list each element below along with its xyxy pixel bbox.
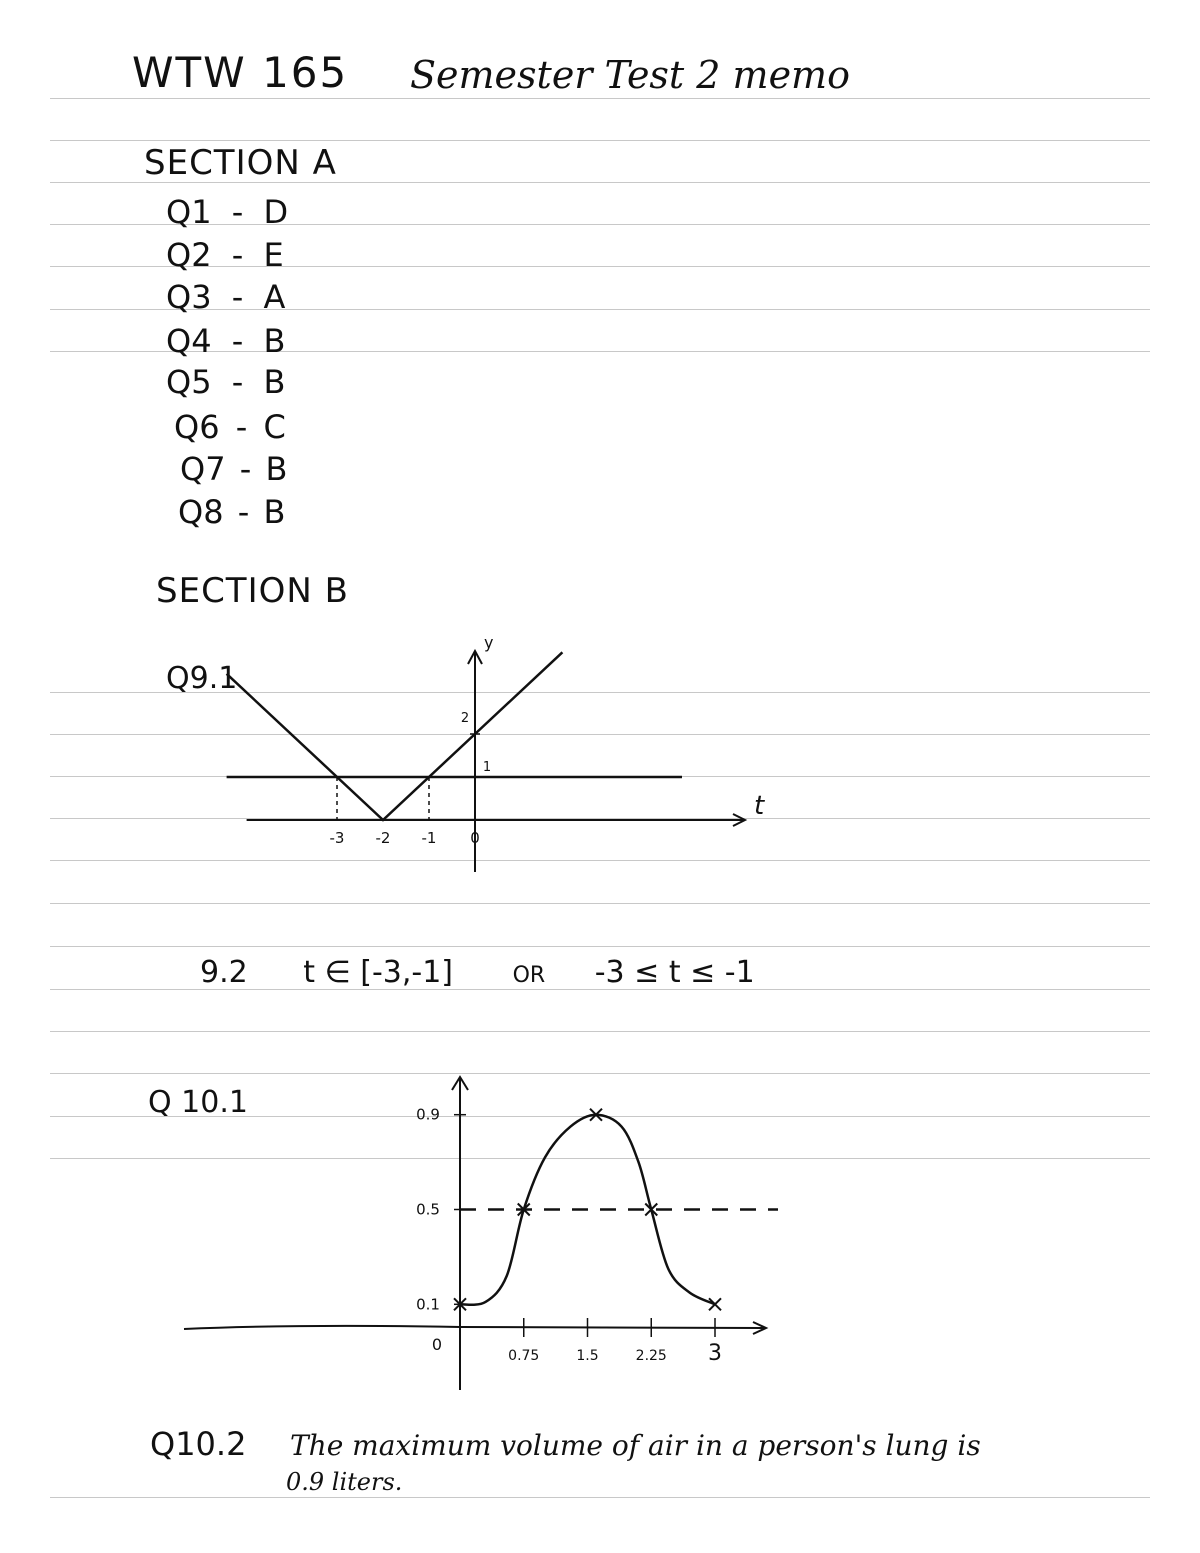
q9-2-inequality: -3 ≤ t ≤ -1 <box>594 955 755 990</box>
x-axis-label: t <box>754 791 765 821</box>
answer-letter: B <box>263 322 286 360</box>
question-number: Q3 <box>166 278 212 316</box>
x-tick-label: 0 <box>470 829 480 847</box>
q9-2-label: 9.2 <box>200 955 248 990</box>
x-tick-label: 2.25 <box>635 1348 667 1364</box>
origin-label: 0 <box>431 1335 443 1354</box>
q10-1-label: Q 10.1 <box>148 1085 248 1120</box>
x-tick-label: 3 <box>708 1341 722 1366</box>
q10-2-line-1: The maximum volume of air in a person's lung is <box>290 1429 981 1462</box>
answer-letter: B <box>263 363 286 401</box>
question-number: Q1 <box>166 193 212 231</box>
data-point-mark <box>709 1298 721 1310</box>
y-tick-label: 2 <box>460 711 470 726</box>
y-tick-label: 1 <box>482 760 492 775</box>
q9-1-label: Q9.1 <box>166 661 238 696</box>
x-tick-label: 1.5 <box>576 1348 599 1364</box>
question-number: Q7 <box>180 450 226 488</box>
answer-letter: E <box>263 236 284 274</box>
answer-separator: - <box>235 408 248 446</box>
question-number: Q5 <box>166 363 212 401</box>
answer-separator: - <box>231 322 244 360</box>
q9-2-interval: t ∈ [-3,-1] <box>303 955 454 990</box>
answer-separator: - <box>239 450 252 488</box>
y-tick-label: 0.1 <box>416 1295 440 1314</box>
question-number: Q6 <box>174 408 220 446</box>
page-title: Semester Test 2 memo <box>410 53 850 97</box>
x-tick-label: -2 <box>375 829 391 847</box>
answer-separator: - <box>231 236 244 274</box>
q10-2-line-2: 0.9 liters. <box>286 1468 403 1496</box>
section-a-heading: SECTION A <box>144 143 337 183</box>
answer-letter: B <box>265 450 288 488</box>
answer-letter: C <box>263 408 286 446</box>
section-b-heading: SECTION B <box>156 571 349 611</box>
answer-letter: A <box>263 278 286 316</box>
q9-2-or: OR <box>512 963 546 988</box>
answer-letter: D <box>263 193 289 231</box>
y-tick-label: 0.9 <box>416 1105 440 1124</box>
answer-separator: - <box>231 363 244 401</box>
answer-separator: - <box>231 193 244 231</box>
question-number: Q8 <box>178 493 224 531</box>
answer-separator: - <box>231 278 244 316</box>
x-tick-label: 0.75 <box>508 1348 540 1364</box>
q10-2-label: Q10.2 <box>150 1425 247 1463</box>
x-axis <box>184 1326 765 1329</box>
answer-letter: B <box>263 493 286 531</box>
y-tick-label: 0.5 <box>416 1200 440 1219</box>
question-number: Q4 <box>166 322 212 360</box>
y-axis-label: y <box>484 633 494 652</box>
x-tick-label: -3 <box>329 829 345 847</box>
question-number: Q2 <box>166 236 212 274</box>
course-code: WTW 165 <box>132 48 349 97</box>
x-tick-label: -1 <box>421 829 437 847</box>
answer-separator: - <box>237 493 250 531</box>
